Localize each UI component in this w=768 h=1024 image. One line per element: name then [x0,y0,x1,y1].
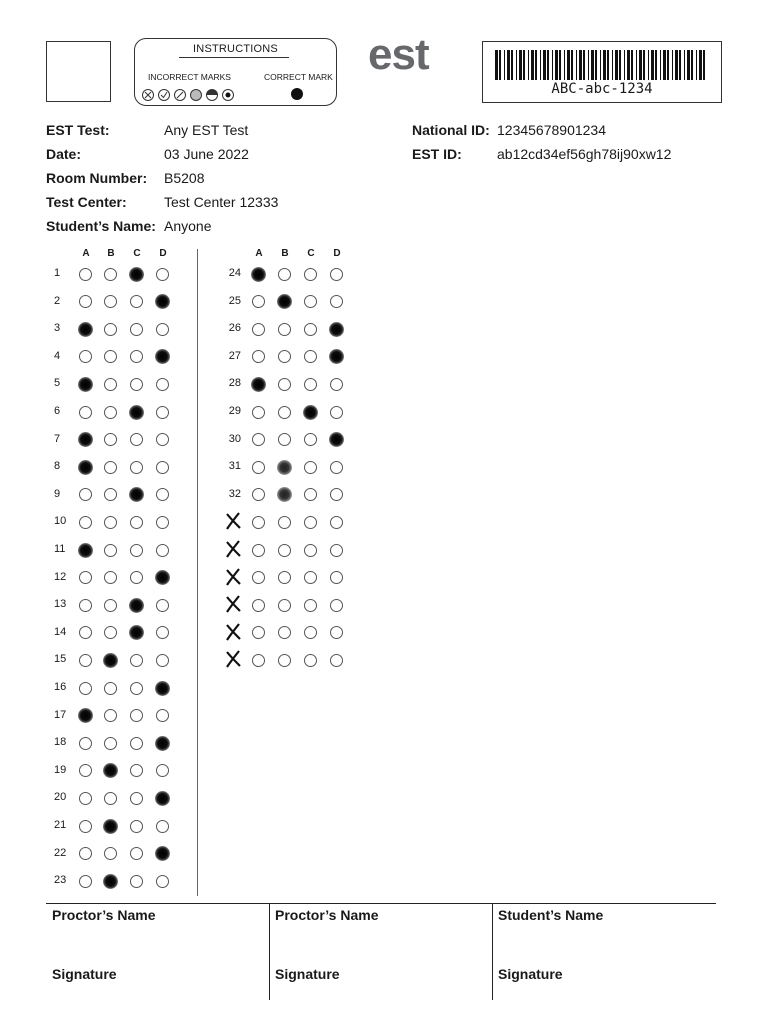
half-fill-mark-icon [207,90,218,101]
info-label-room: Room Number: [46,170,148,186]
instructions-box [134,38,337,106]
answer-bubble-b[interactable] [278,268,291,281]
answer-bubble-b[interactable] [278,544,291,557]
info-value-student: Anyone [164,218,212,234]
answer-bubble-a[interactable] [78,708,93,723]
question-number: 4 [54,349,61,362]
choice-header-a: A [82,248,90,259]
question-number: 10 [54,515,67,528]
answer-bubble-c[interactable] [130,682,143,695]
answer-bubble-a[interactable] [79,764,92,777]
answer-bubble-b[interactable] [104,682,117,695]
question-number: 6 [54,405,61,417]
answer-bubble-b[interactable] [104,847,117,860]
crossed-out-number-icon [224,512,244,530]
question-number: 18 [54,736,67,749]
answer-bubble-c[interactable] [129,598,144,613]
answer-bubble-b[interactable] [104,295,117,308]
choice-header-d: D [159,248,167,259]
answer-bubble-a[interactable] [252,599,265,612]
answer-bubble-d[interactable] [330,268,343,281]
answer-bubble-a[interactable] [79,488,92,501]
answer-bubble-a[interactable] [79,626,92,639]
choice-header-b: B [281,248,289,259]
answer-bubble-b[interactable] [103,653,118,668]
answer-bubble-d[interactable] [156,488,169,501]
answer-bubble-c[interactable] [130,847,143,860]
question-number: 31 [228,460,241,473]
answer-bubble-c[interactable] [130,654,143,667]
answer-bubble-a[interactable] [79,268,92,281]
question-number: 26 [228,322,241,335]
proctor-signature-label-1: Signature [52,966,117,982]
answer-bubble-b[interactable] [103,819,118,834]
question-number: 22 [54,846,67,859]
answer-bubble-d[interactable] [156,654,169,667]
answer-bubble-a[interactable] [79,295,92,308]
answer-bubble-d[interactable] [330,378,343,391]
answer-bubble-b[interactable] [104,792,117,805]
answer-bubble-b[interactable] [278,654,291,667]
answer-bubble-a[interactable] [79,571,92,584]
answer-bubble-a[interactable] [79,875,92,888]
answer-bubble-c[interactable] [304,433,317,446]
answer-bubble-d[interactable] [155,736,170,751]
answer-bubble-a[interactable] [79,682,92,695]
question-number: 13 [54,598,67,611]
answer-bubble-c[interactable] [130,323,143,336]
answer-bubble-c[interactable] [303,405,318,420]
answer-bubble-a[interactable] [251,267,266,282]
answer-bubble-a[interactable] [78,432,93,447]
answer-bubble-d[interactable] [155,846,170,861]
answer-bubble-c[interactable] [304,295,317,308]
question-number: 24 [228,267,241,279]
answer-bubble-a[interactable] [79,350,92,363]
answer-bubble-a[interactable] [252,654,265,667]
answer-bubble-c[interactable] [130,295,143,308]
answer-bubble-d[interactable] [156,378,169,391]
proctor-name-label-2: Proctor’s Name [275,907,379,923]
answer-bubble-b[interactable] [278,378,291,391]
answer-bubble-a[interactable] [79,654,92,667]
answer-bubble-d[interactable] [330,488,343,501]
proctor-name-label-1: Proctor’s Name [52,907,156,923]
cross-mark-icon [143,90,154,101]
crossed-out-number-icon [224,568,244,586]
instructions-title: INSTRUCTIONS [193,43,278,55]
barcode-bars-icon [495,50,709,80]
answer-bubble-b[interactable] [277,487,292,502]
answer-bubble-c[interactable] [304,599,317,612]
answer-bubble-c[interactable] [130,792,143,805]
question-number: 20 [54,791,67,804]
answer-bubble-d[interactable] [156,323,169,336]
answer-bubble-d[interactable] [155,681,170,696]
answer-bubble-d[interactable] [156,820,169,833]
answer-bubble-b[interactable] [103,763,118,778]
answer-bubble-c[interactable] [129,625,144,640]
answer-bubble-b[interactable] [104,461,117,474]
answer-bubble-b[interactable] [104,323,117,336]
crossed-out-number-icon [224,623,244,641]
info-label-student: Student’s Name: [46,218,156,234]
answer-bubble-a[interactable] [78,377,93,392]
answer-bubble-c[interactable] [304,323,317,336]
answer-bubble-b[interactable] [104,406,117,419]
answer-bubble-c[interactable] [130,709,143,722]
question-number: 3 [54,322,61,335]
crossed-out-number-icon [224,595,244,613]
answer-bubble-b[interactable] [278,571,291,584]
answer-bubble-b[interactable] [278,433,291,446]
answer-bubble-c[interactable] [304,571,317,584]
question-number: 8 [54,460,61,473]
answer-bubble-b[interactable] [104,433,117,446]
answer-bubble-c[interactable] [304,350,317,363]
dot-mark-icon [223,90,234,101]
info-label-test: EST Test: [46,122,110,138]
answer-bubble-a[interactable] [252,461,265,474]
question-number: 1 [54,267,61,279]
correct-mark-icon [291,88,303,100]
answer-bubble-d[interactable] [330,406,343,419]
answer-bubble-b[interactable] [104,571,117,584]
choice-header-d: D [333,248,341,259]
answer-bubble-d[interactable] [156,516,169,529]
answer-bubble-a[interactable] [252,295,265,308]
est-logo: est [368,30,429,79]
question-number: 14 [54,625,67,638]
answer-bubble-c[interactable] [304,461,317,474]
answer-bubble-d[interactable] [329,432,344,447]
question-number: 5 [54,377,61,390]
answer-bubble-d[interactable] [156,764,169,777]
question-number: 30 [228,432,241,445]
answer-bubble-b[interactable] [104,350,117,363]
answer-bubble-b[interactable] [104,709,117,722]
question-number: 7 [54,432,61,445]
answer-bubble-c[interactable] [304,516,317,529]
answer-bubble-c[interactable] [130,544,143,557]
answer-bubble-a[interactable] [252,323,265,336]
answer-bubble-d[interactable] [156,268,169,281]
answer-bubble-a[interactable] [252,544,265,557]
answer-bubble-a[interactable] [251,377,266,392]
crossed-out-number-icon [224,540,244,558]
answer-bubble-c[interactable] [129,487,144,502]
info-label-national-id: National ID: [412,122,490,138]
info-label-date: Date: [46,146,82,162]
answer-bubble-a[interactable] [252,516,265,529]
answer-bubble-a[interactable] [252,488,265,501]
answer-bubble-c[interactable] [129,405,144,420]
answer-bubble-c[interactable] [304,378,317,391]
answer-bubble-b[interactable] [104,516,117,529]
answer-bubble-d[interactable] [155,349,170,364]
question-number: 23 [54,874,67,887]
question-number: 27 [228,349,241,362]
light-fill-mark-icon [191,90,202,101]
answer-bubble-d[interactable] [330,461,343,474]
question-number: 9 [54,487,61,500]
answer-bubble-d[interactable] [155,570,170,585]
info-value-center: Test Center 12333 [164,194,279,210]
choice-header-c: C [133,248,141,259]
answer-bubble-b[interactable] [278,516,291,529]
answer-bubble-c[interactable] [304,626,317,639]
signature-divider-2 [492,903,493,1000]
answer-bubble-c[interactable] [130,571,143,584]
answer-bubble-a[interactable] [79,792,92,805]
answer-bubble-a[interactable] [79,847,92,860]
answer-bubble-c[interactable] [130,875,143,888]
answer-bubble-d[interactable] [330,516,343,529]
answer-bubble-a[interactable] [252,571,265,584]
slash-mark-icon [175,90,186,101]
answer-bubble-d[interactable] [155,294,170,309]
question-number: 28 [228,377,241,390]
answer-bubble-c[interactable] [130,764,143,777]
barcode [482,41,722,103]
correct-mark-label: CORRECT MARK [264,72,333,82]
answer-bubble-a[interactable] [252,626,265,639]
question-number: 29 [228,405,241,417]
answer-bubble-d[interactable] [330,544,343,557]
answer-bubble-b[interactable] [104,268,117,281]
answer-bubble-c[interactable] [130,461,143,474]
choice-header-b: B [107,248,115,259]
crossed-out-number-icon [224,650,244,668]
answer-bubble-b[interactable] [278,350,291,363]
answer-bubble-d[interactable] [330,571,343,584]
answer-bubble-d[interactable] [156,461,169,474]
answer-bubble-b[interactable] [104,599,117,612]
answer-bubble-b[interactable] [277,294,292,309]
answer-bubble-d[interactable] [156,544,169,557]
answer-bubble-a[interactable] [252,350,265,363]
answer-bubble-b[interactable] [277,460,292,475]
check-mark-icon [159,90,170,101]
info-label-center: Test Center: [46,194,127,210]
answer-bubble-d[interactable] [156,433,169,446]
question-number: 25 [228,294,241,307]
answer-bubble-c[interactable] [130,820,143,833]
question-number: 11 [54,543,66,555]
answer-bubble-c[interactable] [130,433,143,446]
answer-bubble-c[interactable] [130,516,143,529]
question-number: 19 [54,763,67,776]
answer-bubble-b[interactable] [104,626,117,639]
question-number: 16 [54,681,67,693]
answer-bubble-d[interactable] [329,322,344,337]
answer-bubble-b[interactable] [278,599,291,612]
answer-bubble-a[interactable] [78,322,93,337]
answer-bubble-b[interactable] [103,874,118,889]
info-value-est-id: ab12cd34ef56gh78ij90xw12 [497,146,672,162]
answer-bubble-b[interactable] [104,488,117,501]
student-name-label: Student’s Name [498,907,604,923]
question-number: 21 [54,819,67,831]
answer-bubble-d[interactable] [156,406,169,419]
answer-bubble-a[interactable] [252,433,265,446]
answer-bubble-c[interactable] [130,350,143,363]
signature-divider-1 [269,903,270,1000]
answer-bubble-d[interactable] [330,626,343,639]
answer-bubble-b[interactable] [278,323,291,336]
answer-bubble-a[interactable] [79,599,92,612]
answer-bubble-b[interactable] [104,544,117,557]
answer-bubble-a[interactable] [78,460,93,475]
answer-bubble-d[interactable] [156,626,169,639]
answer-bubble-b[interactable] [104,737,117,750]
answer-bubble-d[interactable] [156,875,169,888]
student-signature-label: Signature [498,966,563,982]
choice-header-c: C [307,248,315,259]
info-value-room: B5208 [164,170,205,186]
answer-bubble-d[interactable] [155,791,170,806]
answer-bubble-a[interactable] [79,516,92,529]
answer-bubble-a[interactable] [79,820,92,833]
answer-bubble-a[interactable] [252,406,265,419]
answer-bubble-d[interactable] [156,599,169,612]
answer-bubble-a[interactable] [78,543,93,558]
info-value-national-id: 12345678901234 [497,122,607,138]
signature-table-top-border [46,903,716,904]
column-divider [197,249,198,896]
answer-bubble-c[interactable] [130,378,143,391]
question-number: 15 [54,653,67,666]
instructions-underline [179,57,289,58]
answer-bubble-a[interactable] [79,737,92,750]
photo-box [46,41,111,102]
answer-bubble-d[interactable] [329,349,344,364]
incorrect-marks-icons [141,87,241,103]
question-number: 32 [228,487,241,500]
answer-bubble-c[interactable] [130,737,143,750]
answer-bubble-d[interactable] [330,599,343,612]
question-number: 2 [54,294,61,307]
barcode-text: ABC-abc-1234 [551,81,653,97]
answer-bubble-c[interactable] [129,267,144,282]
proctor-signature-label-2: Signature [275,966,340,982]
answer-bubble-b[interactable] [104,378,117,391]
question-number: 17 [54,708,67,721]
answer-bubble-b[interactable] [278,406,291,419]
answer-bubble-d[interactable] [330,295,343,308]
answer-bubble-a[interactable] [79,406,92,419]
info-value-date: 03 June 2022 [164,146,249,162]
answer-bubble-d[interactable] [156,709,169,722]
answer-bubble-c[interactable] [304,654,317,667]
info-label-est-id: EST ID: [412,146,462,162]
choice-header-a: A [255,248,263,259]
incorrect-marks-label: INCORRECT MARKS [148,72,231,82]
answer-bubble-c[interactable] [304,544,317,557]
info-value-test: Any EST Test [164,122,249,138]
answer-bubble-d[interactable] [330,654,343,667]
answer-bubble-b[interactable] [278,626,291,639]
answer-bubble-c[interactable] [304,488,317,501]
answer-bubble-c[interactable] [304,268,317,281]
question-number: 12 [54,570,67,583]
